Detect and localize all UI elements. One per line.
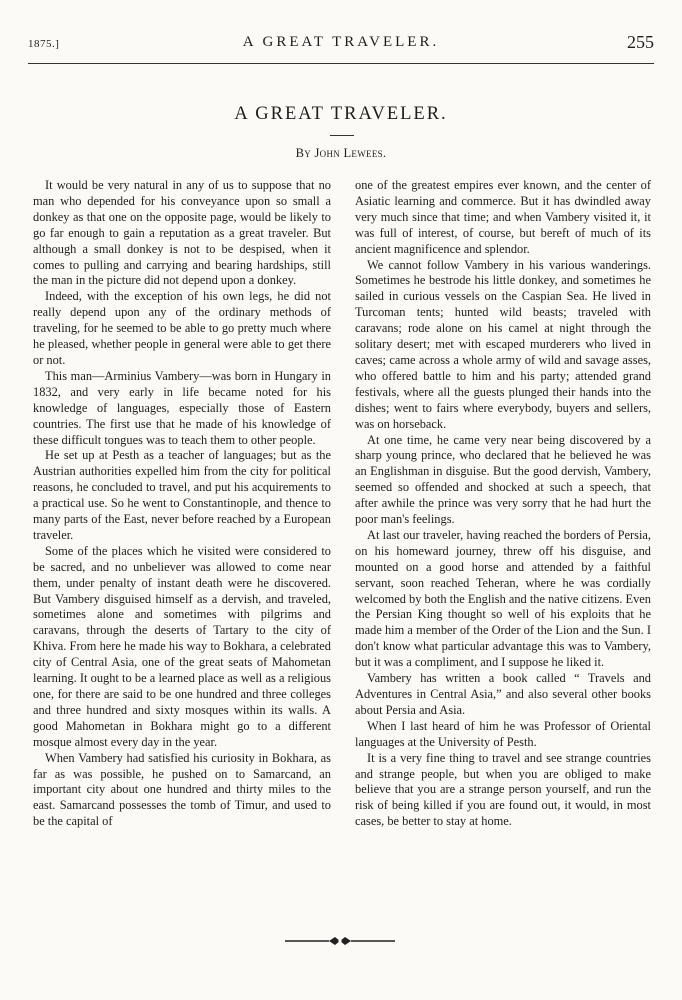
page-number: 255 bbox=[627, 32, 654, 52]
paragraph: Vambery has written a book called “ Travels and Adventures in Central Asia,” and also several other books about Persia and Asia. bbox=[355, 671, 651, 717]
paragraph: one of the greatest empires ever known, and the center of Asiatic learning and commerce. But it has dwindled away very much since that time; and when Vambery visited it, it was full of interest, of course, but bereft of much of its ancient magnificence and splendor. bbox=[355, 178, 651, 256]
title-rule bbox=[330, 135, 354, 136]
paragraph: At one time, he came very near being discovered by a sharp young prince, who declared that he believed he was an Englishman in disguise. But the good dervish, Vambery, seemed so offended and shocked at such a speech, that after awhile the prince was very sorry that he had hurt the poor man's feelings. bbox=[355, 432, 651, 527]
right-column bbox=[355, 178, 651, 830]
paragraph: Some of the places which he visited were considered to be sacred, and no unbeliever was allowed to come near them, under penalty of instant death were he discovered. But Vambery disguised himself as a dervish, and traveled, sometimes alone and sometimes with pilgrims and caravans, through the deserts of Tartary to the city of Khiva. From here he made his way to Bokhara, a celebrated city of Central Asia, one of the great seats of Mahometan learning. It ought to be a learned place as well as a religious one, for there are said to be one hundred and three colleges and three hundred and sixty mosques within its walls. A good Mahometan in Bokhara might go to a different mosque almost every day in the year. bbox=[33, 543, 331, 749]
article-title: A GREAT TRAVELER. bbox=[234, 104, 448, 124]
end-ornament-icon bbox=[285, 934, 395, 948]
byline: By John Lewees. bbox=[295, 146, 387, 160]
running-head bbox=[28, 30, 654, 56]
header-rule bbox=[28, 63, 654, 64]
paragraph: When I last heard of him he was Professor of Oriental languages at the University of Pesth. bbox=[355, 718, 651, 749]
paragraph: This man—Arminius Vambery—was born in Hungary in 1832, and very early in life became noted for his knowledge of languages, especially those of Eastern countries. The first use that he made of his knowledge of these difficult tongues was to teach them to other people. bbox=[33, 368, 331, 447]
paragraph: When Vambery had satisfied his curiosity in Bokhara, as far as was possible, he pushed on to Samarcand, an important city about one hundred and thirty miles to the east. Samarcand possesses the tomb of Timur, and used to be the capital of bbox=[33, 750, 331, 829]
running-title: A GREAT TRAVELER. bbox=[242, 34, 440, 50]
paragraph: He set up at Pesth as a teacher of languages; but as the Austrian authorities expelled him from the city for political reasons, he concluded to travel, and put his acquirements to a practical use. So he went to Constantinople, and thence to many parts of the East, never before reached by a European traveler. bbox=[33, 448, 331, 542]
issue-date: 1875.] bbox=[28, 38, 60, 50]
paragraph: It is a very fine thing to travel and see strange countries and strange people, but when you are obliged to make believe that you are a strange person yourself, and run the risk of being killed if you are found out, it would, in most cases, be better to stay at home. bbox=[355, 750, 651, 829]
paragraph: We cannot follow Vambery in his various wanderings. Sometimes he bestrode his little donkey, and sometimes he sailed in curious vessels on the Caspian Sea. He lived in Turcoman tents; hunted wild beasts; traveled with caravans; rode alone on his camel at night through the solitary desert; met with escaped murderers who lived in caves; came across a whole army of wild and savage asses, who offered battle to him and his party; attended grand festivals, where all the guests plunged their hands into the dishes; went to fairs where everybody, buyers and sellers, was on horseback. bbox=[355, 257, 651, 431]
paragraph: At last our traveler, having reached the borders of Persia, on his homeward journey, threw off his disguise, and mounted on a good horse and attended by a faithful servant, soon reached Teheran, where he was cordially welcomed by both the English and the native citizens. Even the Persian King thought so well of his exploits that he made him a member of the Order of the Lion and the Sun. I don't know what particular advantage this was to Vambery, but it was a compliment, and I suppose he liked it. bbox=[355, 527, 651, 670]
paragraph: Indeed, with the exception of his own legs, he did not really depend upon any of the ordinary methods of traveling, for he seemed to be able to go pretty much where he pleased, whether people in general were able to get there or not. bbox=[33, 289, 331, 367]
paragraph: It would be very natural in any of us to suppose that no man who depended for his conveyance upon so small a donkey as that one on the opposite page, would be likely to go far enough to gain a reputation as a great traveler. But although a small donkey is not to be despised, when it comes to pulling and carrying and bearing hardships, still the man in the picture did not depend upon a donkey. bbox=[33, 178, 331, 288]
left-column bbox=[33, 178, 331, 830]
